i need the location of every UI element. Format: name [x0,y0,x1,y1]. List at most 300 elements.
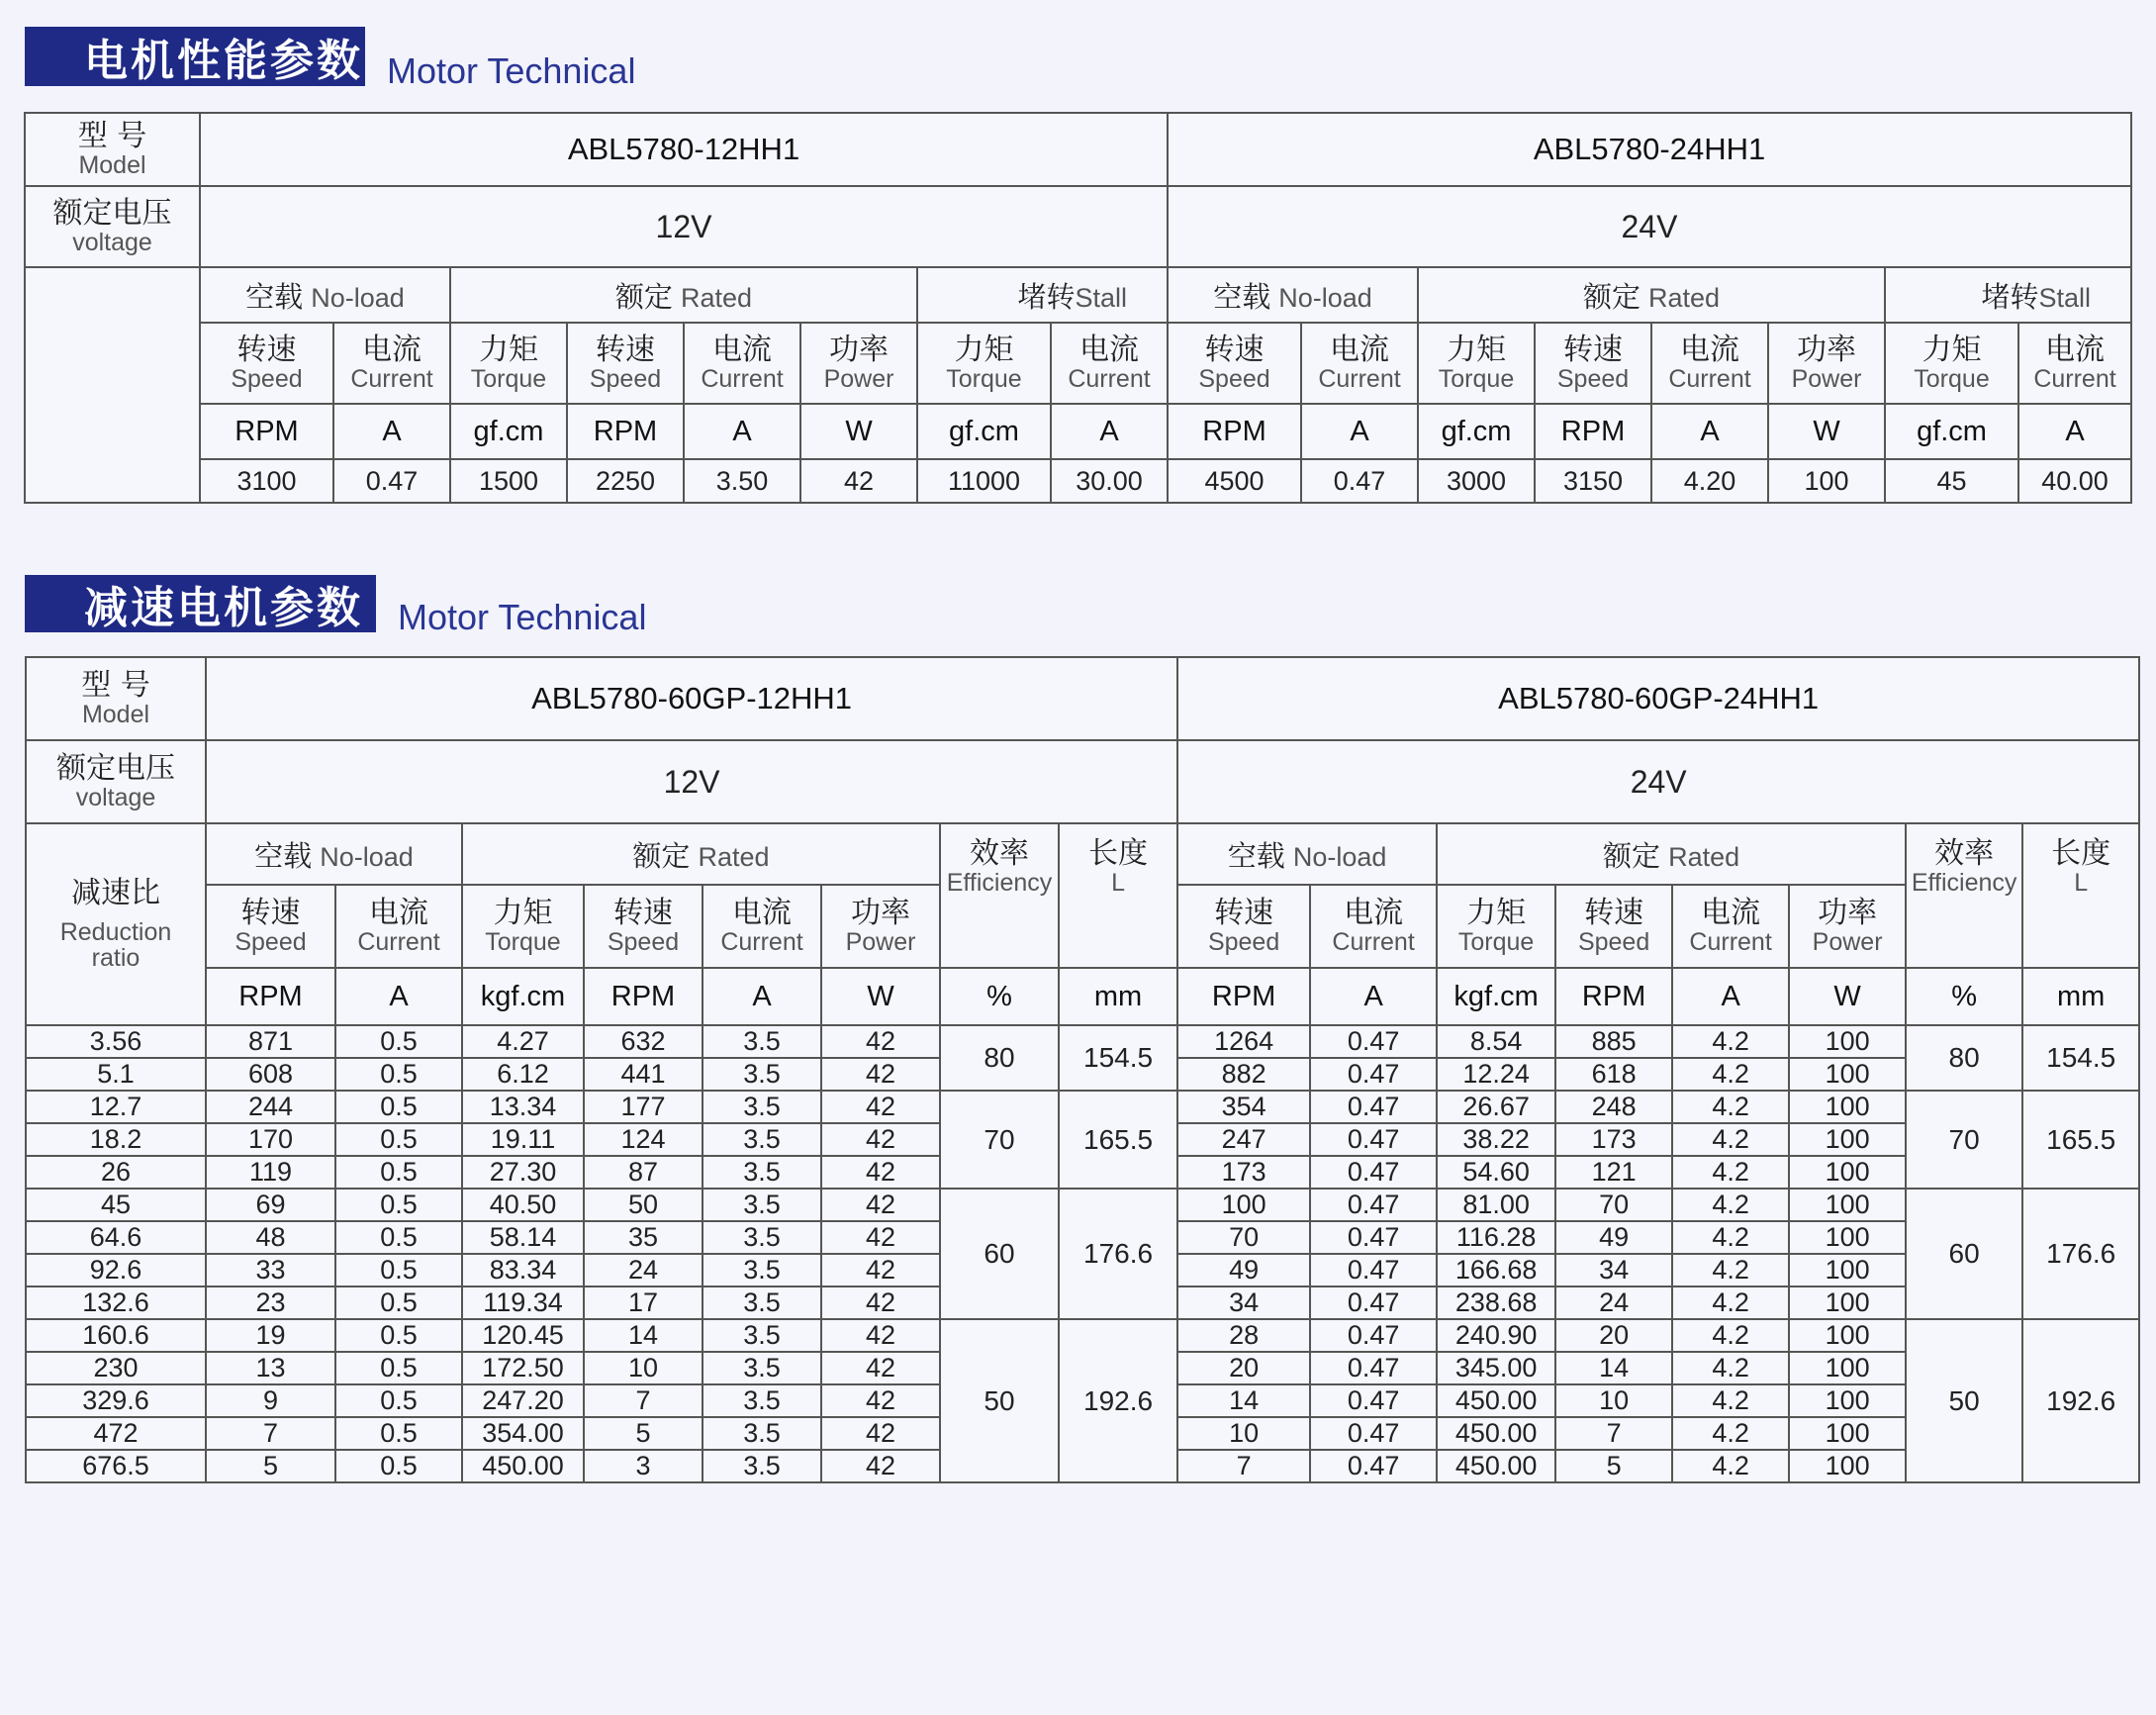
value-cell: 116.28 [1437,1221,1555,1254]
value-cell: 121 [1555,1156,1672,1189]
value-cell: 3.5 [703,1025,821,1058]
column-header-en: Speed [1207,927,1280,956]
group-rated: 额定 Rated [450,267,917,323]
column-header-cn: 电流 [1079,333,1139,368]
ratio-label-cn: 减速比 [71,876,160,910]
unit-row [26,968,2139,1025]
unit-cell: RPM [1555,968,1672,1025]
value-cell: 0.47 [1310,1254,1437,1286]
value-cell: 3.5 [703,1091,821,1123]
value-cell: 100 [1789,1058,1906,1091]
model-12v: ABL5780-60GP-12HH1 [206,657,1177,740]
value-cell: 42 [821,1123,940,1156]
value-cell: 244 [206,1091,335,1123]
value-cell: 1264 [1177,1025,1310,1058]
value-cell: 100 [1768,459,1885,503]
column-header-en: Current [1332,927,1415,956]
unit-cell: A [1651,404,1768,459]
model-label-en: Model [81,700,150,728]
value-cell: 4.2 [1672,1058,1789,1091]
efficiency-cell: 70 [940,1091,1059,1189]
value-cell: 4.2 [1672,1352,1789,1384]
value-cell: 0.47 [1310,1352,1437,1384]
column-header [1051,323,1168,404]
length-cell: 192.6 [2022,1319,2139,1482]
column-header-cn: 转速 [1204,333,1265,368]
value-cell: 0.47 [1310,1058,1437,1091]
value-cell: 42 [821,1319,940,1352]
voltage-label-cn: 额定电压 [52,196,172,232]
value-cell: 100 [1177,1189,1310,1221]
ratio-cell: 92.6 [26,1254,206,1286]
value-cell: 23 [206,1286,335,1319]
column-header-cn: 电流 [732,896,792,931]
column-header-cn: 电流 [362,333,422,368]
value-cell: 42 [821,1156,940,1189]
value-cell: 42 [821,1417,940,1450]
ratio-cell: 230 [26,1352,206,1384]
blank-label-cell [25,267,200,503]
value-cell: 0.47 [1310,1384,1437,1417]
table-row [26,1025,2139,1058]
column-header [1651,323,1768,404]
column-header-cn: 电流 [1701,896,1761,931]
column-header-cn: 力矩 [1922,333,1982,368]
value-cell: 3.5 [703,1417,821,1450]
ratio-cell: 472 [26,1417,206,1450]
value-cell: 100 [1789,1123,1906,1156]
column-header-en: Current [350,364,433,393]
column-header-cn: 电流 [712,333,772,368]
value-cell: 24 [584,1254,703,1286]
column-header [335,885,462,968]
value-cell: 0.5 [335,1384,462,1417]
unit-cell: RPM [1177,968,1310,1025]
value-cell: 30.00 [1051,459,1168,503]
group-noload: 空载 No-load [200,267,450,323]
value-cell: 14 [1177,1384,1310,1417]
unit-cell: W [800,404,917,459]
value-cell: 100 [1789,1156,1906,1189]
value-cell: 42 [821,1221,940,1254]
group-rated: 额定 Rated [1418,267,1885,323]
value-cell: 34 [1555,1254,1672,1286]
value-cell: 87 [584,1156,703,1189]
value-cell: 119.34 [462,1286,584,1319]
column-header-en: Current [720,927,803,956]
value-cell: 81.00 [1437,1189,1555,1221]
value-cell: 173 [1555,1123,1672,1156]
value-cell: 0.47 [1310,1025,1437,1058]
column-header [1672,885,1789,968]
column-header-en: Torque [1914,364,1990,393]
column-header-en: Torque [946,364,1022,393]
column-header [450,323,567,404]
value-cell: 19.11 [462,1123,584,1156]
value-cell: 0.5 [335,1319,462,1352]
value-cell: 42 [821,1189,940,1221]
unit-cell: RPM [567,404,684,459]
value-cell: 247.20 [462,1384,584,1417]
value-cell: 3150 [1535,459,1651,503]
value-cell: 0.5 [335,1221,462,1254]
column-header-en: Power [823,364,894,393]
model-label-cn: 型 号 [77,119,147,154]
column-header-cn: 功率 [1797,333,1857,368]
length-cell: 154.5 [1059,1025,1177,1091]
value-cell: 100 [1789,1091,1906,1123]
model-label-en: Model [78,150,146,179]
value-cell: 0.47 [333,459,450,503]
value-cell: 170 [206,1123,335,1156]
value-cell: 0.47 [1310,1417,1437,1450]
column-header [703,885,821,968]
value-cell: 7 [1177,1450,1310,1482]
value-cell: 3.5 [703,1319,821,1352]
value-cell: 49 [1555,1221,1672,1254]
value-cell: 8.54 [1437,1025,1555,1058]
value-cell: 100 [1789,1025,1906,1058]
column-header [1418,323,1535,404]
value-cell: 3.5 [703,1352,821,1384]
column-header-cn: 转速 [613,896,673,931]
value-cell: 248 [1555,1091,1672,1123]
value-cell: 40.50 [462,1189,584,1221]
efficiency-cell: 60 [1906,1189,2022,1319]
motor-performance-table [24,112,2132,504]
value-cell: 14 [584,1319,703,1352]
column-header-en: Speed [1556,364,1630,393]
value-cell: 100 [1789,1286,1906,1319]
column-header [1301,323,1418,404]
value-cell: 0.5 [335,1286,462,1319]
unit-cell: A [1310,968,1437,1025]
unit-row [25,404,2131,459]
value-cell: 0.5 [335,1352,462,1384]
value-cell: 14 [1555,1352,1672,1384]
table-row [26,1189,2139,1221]
value-cell: 54.60 [1437,1156,1555,1189]
value-cell: 42 [821,1058,940,1091]
column-header [1168,323,1301,404]
value-cell: 632 [584,1025,703,1058]
value-cell: 4.2 [1672,1319,1789,1352]
group-rated: 额定 Rated [1437,823,1906,885]
value-cell: 100 [1789,1189,1906,1221]
column-header [1177,885,1310,968]
value-cell: 0.47 [1310,1189,1437,1221]
value-cell: 345.00 [1437,1352,1555,1384]
value-cell: 124 [584,1123,703,1156]
value-cell: 7 [584,1384,703,1417]
value-cell: 120.45 [462,1319,584,1352]
column-header-en: Torque [470,364,547,393]
value-cell: 27.30 [462,1156,584,1189]
value-cell: 3000 [1418,459,1535,503]
ratio-cell: 676.5 [26,1450,206,1482]
column-header-cn: 力矩 [1447,333,1507,368]
table-row [26,1091,2139,1123]
ratio-cell: 3.56 [26,1025,206,1058]
unit-cell: W [1768,404,1885,459]
value-cell: 34 [1177,1286,1310,1319]
ratio-cell: 26 [26,1156,206,1189]
gear-motor-title [25,575,647,637]
value-cell: 7 [206,1417,335,1450]
voltage-12v: 12V [200,186,1168,267]
ratio-cell: 12.7 [26,1091,206,1123]
unit-cell: mm [2022,968,2139,1025]
unit-cell: A [703,968,821,1025]
value-cell: 0.5 [335,1156,462,1189]
column-header-cn: 力矩 [479,333,538,368]
value-cell: 11000 [917,459,1051,503]
column-header-en: Current [1689,927,1772,956]
ratio-cell: 45 [26,1189,206,1221]
unit-cell: gf.cm [917,404,1051,459]
ratio-cell: 18.2 [26,1123,206,1156]
value-cell: 0.5 [335,1254,462,1286]
column-header-en: Current [1668,364,1751,393]
value-cell: 20 [1177,1352,1310,1384]
value-cell: 33 [206,1254,335,1286]
value-cell: 3100 [200,459,333,503]
column-header-en: Speed [607,927,680,956]
column-header [200,323,333,404]
section-title-en: Motor Technical [398,597,647,637]
value-cell: 3.5 [703,1221,821,1254]
column-header-en: Torque [1457,927,1535,956]
value-cell: 48 [206,1221,335,1254]
value-cell: 38.22 [1437,1123,1555,1156]
column-header-en: Power [1791,364,1862,393]
value-cell: 26.67 [1437,1091,1555,1123]
model-24v: ABL5780-60GP-24HH1 [1177,657,2139,740]
length-cell: 176.6 [2022,1189,2139,1319]
column-header [462,885,584,968]
efficiency-cell: 50 [1906,1319,2022,1482]
column-header [821,885,940,968]
length-header: 长度 L [1059,823,1177,968]
column-header [800,323,917,404]
ratio-cell: 64.6 [26,1221,206,1254]
column-header-en: Torque [1438,364,1515,393]
value-cell: 247 [1177,1123,1310,1156]
value-cell: 5 [584,1417,703,1450]
value-cell: 608 [206,1058,335,1091]
value-cell: 119 [206,1156,335,1189]
value-cell: 5 [206,1450,335,1482]
value-cell: 4.20 [1651,459,1768,503]
value-cell: 0.47 [1310,1450,1437,1482]
length-header: 长度 L [2022,823,2139,968]
column-header-cn: 力矩 [954,333,1014,368]
ratio-cell: 5.1 [26,1058,206,1091]
value-cell: 100 [1789,1319,1906,1352]
section-title-cn: 减速电机参数 [25,575,376,632]
group-stall: 堵转Stall [1885,267,2131,323]
value-cell: 0.5 [335,1091,462,1123]
efficiency-header: 效率 Efficiency [1906,823,2022,968]
unit-cell: W [1789,968,1906,1025]
column-header [1437,885,1555,968]
model-24v: ABL5780-24HH1 [1168,113,2131,186]
value-cell: 49 [1177,1254,1310,1286]
unit-cell: A [684,404,800,459]
value-cell: 40.00 [2018,459,2131,503]
section-title-en: Motor Technical [387,50,636,91]
value-cell: 4.27 [462,1025,584,1058]
value-cell: 238.68 [1437,1286,1555,1319]
value-cell: 4.2 [1672,1091,1789,1123]
value-cell: 24 [1555,1286,1672,1319]
column-header-en: Speed [231,364,303,393]
column-header-cn: 电流 [369,896,428,931]
motor-performance-title [25,27,636,91]
efficiency-cell: 80 [940,1025,1059,1091]
value-cell: 100 [1789,1352,1906,1384]
value-cell: 42 [821,1091,940,1123]
value-cell: 240.90 [1437,1319,1555,1352]
column-header-cn: 力矩 [1466,896,1527,931]
column-header-cn: 功率 [829,333,889,368]
value-cell: 42 [821,1384,940,1417]
value-cell: 10 [1177,1417,1310,1450]
efficiency-cell: 50 [940,1319,1059,1482]
column-header-cn: 电流 [1344,896,1404,931]
column-header-cn: 转速 [1563,333,1624,368]
value-cell: 3.5 [703,1384,821,1417]
column-header-cn: 转速 [596,333,655,368]
value-cell: 28 [1177,1319,1310,1352]
length-cell: 176.6 [1059,1189,1177,1319]
unit-cell: % [940,968,1059,1025]
column-header [1555,885,1672,968]
column-header [333,323,450,404]
unit-cell: gf.cm [1885,404,2018,459]
group-noload: 空载 No-load [1168,267,1418,323]
value-cell: 4.2 [1672,1384,1789,1417]
voltage-label-cell [25,186,200,267]
value-cell: 100 [1789,1254,1906,1286]
value-cell: 4500 [1168,459,1301,503]
value-cell: 3 [584,1450,703,1482]
column-header-en: Current [1318,364,1401,393]
ratio-label-en: Reduction [59,917,172,946]
value-cell: 42 [800,459,917,503]
column-header-en: Speed [234,927,307,956]
value-row [25,459,2131,503]
value-cell: 58.14 [462,1221,584,1254]
value-cell: 9 [206,1384,335,1417]
column-header [1535,323,1651,404]
value-cell: 0.47 [1310,1286,1437,1319]
value-cell: 0.47 [1310,1123,1437,1156]
value-cell: 100 [1789,1417,1906,1450]
value-cell: 6.12 [462,1058,584,1091]
voltage-label-cn: 额定电压 [56,751,175,787]
column-header [1885,323,2018,404]
value-cell: 3.50 [684,459,800,503]
value-cell: 17 [584,1286,703,1319]
value-cell: 1500 [450,459,567,503]
length-cell: 192.6 [1059,1319,1177,1482]
ratio-label-en: ratio [91,943,141,972]
voltage-24v: 24V [1177,740,2139,823]
value-cell: 885 [1555,1025,1672,1058]
model-label-cn: 型 号 [81,668,150,704]
length-cell: 154.5 [2022,1025,2139,1091]
column-header [2018,323,2131,404]
column-header-en: Current [357,927,440,956]
unit-cell: gf.cm [1418,404,1535,459]
column-header-en: Current [2033,364,2116,393]
value-cell: 177 [584,1091,703,1123]
column-header-cn: 功率 [1818,896,1878,931]
column-header [684,323,800,404]
value-cell: 4.2 [1672,1189,1789,1221]
column-header-cn: 转速 [240,896,301,931]
value-cell: 441 [584,1058,703,1091]
value-cell: 618 [1555,1058,1672,1091]
value-cell: 450.00 [1437,1417,1555,1450]
column-header-cn: 转速 [1214,896,1274,931]
unit-cell: A [1672,968,1789,1025]
value-cell: 10 [584,1352,703,1384]
value-cell: 0.5 [335,1058,462,1091]
value-cell: 4.2 [1672,1417,1789,1450]
column-header [584,885,703,968]
value-cell: 3.5 [703,1123,821,1156]
unit-cell: RPM [1168,404,1301,459]
value-cell: 19 [206,1319,335,1352]
value-cell: 100 [1789,1450,1906,1482]
value-cell: 4.2 [1672,1156,1789,1189]
value-cell: 354.00 [462,1417,584,1450]
unit-cell: A [1051,404,1168,459]
unit-cell: RPM [200,404,333,459]
column-header-row [25,323,2131,404]
value-cell: 0.5 [335,1123,462,1156]
value-cell: 2250 [567,459,684,503]
value-cell: 4.2 [1672,1123,1789,1156]
unit-cell: % [1906,968,2022,1025]
value-cell: 0.47 [1310,1156,1437,1189]
unit-cell: mm [1059,968,1177,1025]
value-cell: 450.00 [1437,1384,1555,1417]
column-header [1310,885,1437,968]
voltage-label-en: voltage [75,783,156,811]
value-cell: 35 [584,1221,703,1254]
value-cell: 42 [821,1254,940,1286]
value-cell: 0.5 [335,1450,462,1482]
group-rated: 额定 Rated [462,823,940,885]
unit-cell: A [2018,404,2131,459]
value-cell: 100 [1789,1221,1906,1254]
column-header-cn: 电流 [1680,333,1740,368]
value-cell: 0.47 [1301,459,1418,503]
ratio-label-cell [26,823,206,1025]
value-cell: 100 [1789,1384,1906,1417]
unit-cell: gf.cm [450,404,567,459]
column-header [1768,323,1885,404]
group-stall: 堵转Stall [917,267,1168,323]
value-cell: 7 [1555,1417,1672,1450]
value-cell: 3.5 [703,1286,821,1319]
value-cell: 172.50 [462,1352,584,1384]
value-cell: 12.24 [1437,1058,1555,1091]
section-title-cn: 电机性能参数 [25,27,365,86]
